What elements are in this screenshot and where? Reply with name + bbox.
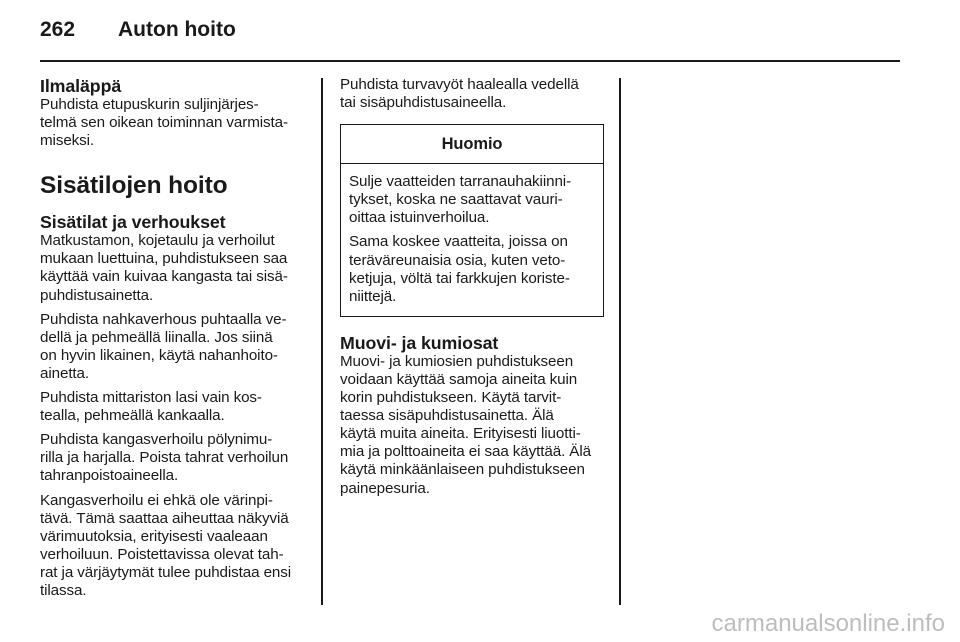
page-header — [40, 18, 236, 48]
heading-ilmalappa: Ilmaläppä — [40, 76, 122, 96]
paragraph-ilmalappa: Puhdista etupuskurin suljinjärjes- telmä sen oikean toiminnan varmista- miseksi. — [40, 96, 288, 150]
paragraph-sisatilat-3: Puhdista mittariston lasi vain kos- tealla, pehmeällä kankaalla. — [40, 389, 262, 425]
paragraph-sisatilat-4: Puhdista kangasverhoilu pölynimu- rilla ja harjalla. Poista tahrat verhoilun tahranpoistoaineella. — [40, 431, 289, 485]
caution-paragraph-1: Sulje vaatteiden tarranauhakiinni- tykset, koska ne saattavat vauri- oittaa istuinverhoilua. — [349, 173, 572, 227]
paragraph-sisatilat-2: Puhdista nahkaverhous puhtaalla ve- dellä ja pehmeällä liinalla. Jos siinä on hyvin likainen, käytä nahanhoito- ainetta. — [40, 310, 287, 382]
caution-paragraph-2: Sama koskee vaatteita, joissa on teräväreunaisia osia, kuten veto- ketjuja, völtä tai farkkujen koriste- niittejä. — [349, 233, 570, 305]
header-divider — [40, 60, 900, 62]
caution-title: Huomio — [341, 125, 603, 164]
paragraph-turvavyot: Puhdista turvavyöt haalealla vedellä tai sisäpuhdistusaineella. — [340, 76, 579, 112]
chapter-title: Auton hoito — [118, 18, 236, 41]
left-column — [40, 76, 304, 606]
paragraph-sisatilat-1: Matkustamon, kojetaulu ja verhoilut mukaan luettuina, puhdistukseen saa käyttää vain kuivaa kangasta tai sisä- puhdistusainetta. — [40, 232, 288, 304]
watermark: carmanualsonline.info — [711, 610, 945, 637]
heading-sisatilat: Sisätilat ja verhoukset — [40, 212, 226, 233]
paragraph-muovi: Muovi- ja kumiosien puhdistukseen voidaan käyttää samoja aineita kuin korin puhdistukseen. Käytä tarvit- taessa sisäpuhdistusainetta. Älä käytä muita aineita. Erityisesti liuotti- mia ja polttoaineita ei saa käyttää. Älä käytä minkäänlaiseen puhdistukseen painepesuria. — [340, 352, 591, 497]
right-column — [340, 76, 604, 504]
section-title: Sisätilojen hoito — [40, 172, 228, 200]
heading-muovi: Muovi- ja kumiosat — [340, 332, 499, 353]
caution-box — [340, 124, 604, 317]
caution-body — [341, 164, 603, 316]
paragraph-sisatilat-5: Kangasverhoilu ei ehkä ole värinpi- tävä. Tämä saattaa aiheuttaa näkyviä värimuutoksia, erityisesti vaaleaan verhoiluun. Poistettavissa olevat tah- rat ja värjäytymät tulee puhdistaa ensi tilassa. — [40, 491, 292, 599]
page-number: 262 — [40, 18, 76, 41]
column-divider-right — [619, 78, 621, 605]
muovi-section — [340, 333, 604, 498]
column-divider-left — [321, 78, 323, 605]
